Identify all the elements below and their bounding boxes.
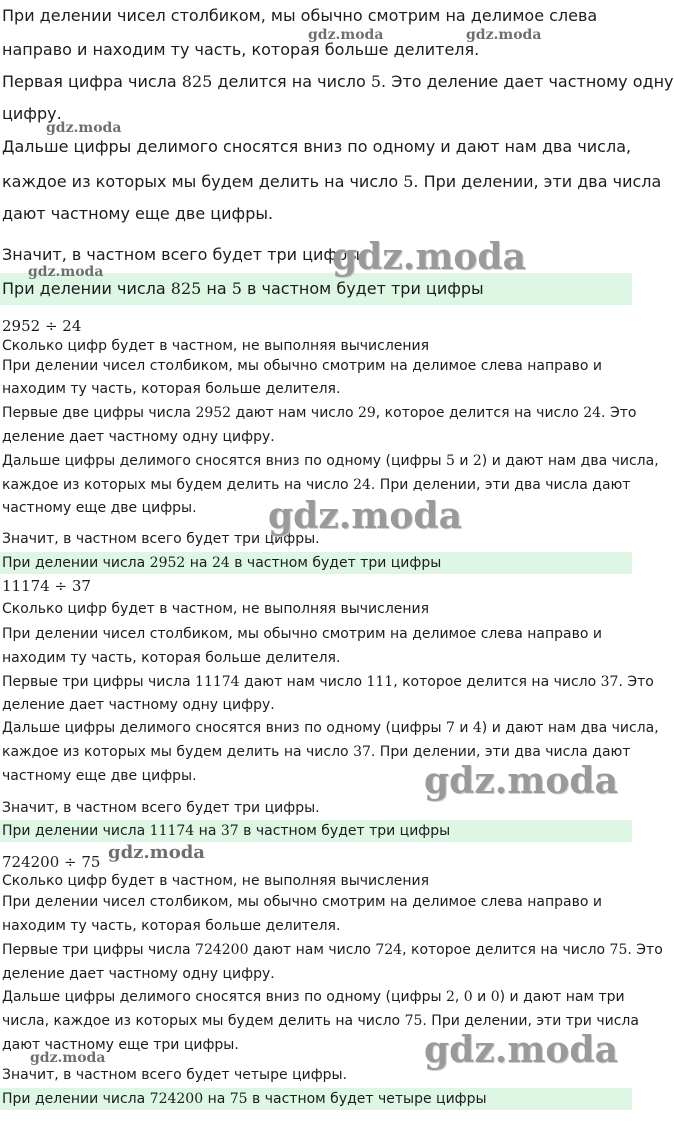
s4-expression: 724200 ÷ 75 [2, 853, 101, 871]
s2-answer: При делении числа 2952 на 24 в частном будет три цифры [0, 552, 632, 574]
watermark-logo: gdz.moda [308, 27, 384, 43]
watermark-logo: gdz.moda [268, 495, 462, 537]
s3-line-6: каждое из которых мы будем делить на число 37. При делении, эти два числа дают [2, 744, 631, 760]
s4-line-2: находим ту часть, которая больше делителя. [2, 918, 341, 934]
s3-line-2: находим ту часть, которая больше делителя. [2, 650, 341, 666]
s1-line-3: Первая цифра числа 825 делится на число 5. Это деление дает частному одну [2, 72, 674, 91]
s3-line-1: При делении чисел столбиком, мы обычно смотрим на делимое слева направо и [2, 626, 602, 642]
s4-line-8: Значит, в частном всего будет четыре цифры. [2, 1067, 348, 1083]
s3-line-3: Первые три цифры числа 11174 дают нам число 111, которое делится на число 37. Это [2, 674, 654, 690]
s4-title: Сколько цифр будет в частном, не выполняя вычисления [2, 873, 430, 889]
watermark-logo: gdz.moda [424, 760, 618, 802]
watermark-logo: gdz.moda [466, 27, 542, 43]
s1-line-2: направо и находим ту часть, которая больше делителя. [2, 40, 480, 59]
s1-line-5: Дальше цифры делимого сносятся вниз по одному и дают нам два числа, [2, 137, 632, 156]
s4-line-1: При делении чисел столбиком, мы обычно смотрим на делимое слева направо и [2, 894, 602, 910]
watermark-logo: gdz.moda [332, 236, 526, 278]
s2-line-5: Дальше цифры делимого сносятся вниз по одному (цифры 5 и 2) и дают нам два числа, [2, 453, 659, 469]
watermark-logo: gdz.moda [46, 120, 122, 136]
watermark-logo: gdz.moda [424, 1029, 618, 1071]
watermark-logo: gdz.moda [30, 1050, 106, 1066]
s4-line-4: деление дает частному одну цифру. [2, 966, 275, 982]
s3-line-4: деление дает частному одну цифру. [2, 697, 275, 713]
s3-line-7: частному еще две цифры. [2, 768, 197, 784]
s1-line-6: каждое из которых мы будем делить на число 5. При делении, эти два числа [2, 172, 662, 191]
s2-line-4: деление дает частному одну цифру. [2, 429, 275, 445]
s2-expression: 2952 ÷ 24 [2, 317, 82, 335]
watermark-logo: gdz.moda [28, 264, 104, 280]
s1-line-8: Значит, в частном всего будет три цифры. [2, 245, 365, 264]
s2-line-2: находим ту часть, которая больше делителя. [2, 381, 341, 397]
s1-line-1: При делении чисел столбиком, мы обычно смотрим на делимое слева [2, 6, 598, 25]
s4-line-7: дают частному еще три цифры. [2, 1037, 239, 1053]
s1-answer: При делении числа 825 на 5 в частном будет три цифры [0, 273, 632, 305]
s2-line-8: Значит, в частном всего будет три цифры. [2, 531, 320, 547]
s2-line-6: каждое из которых мы будем делить на число 24. При делении, эти два числа дают [2, 477, 631, 493]
s2-line-7: частному еще две цифры. [2, 500, 197, 516]
s3-line-8: Значит, в частном всего будет три цифры. [2, 800, 320, 816]
s4-line-3: Первые три цифры числа 724200 дают нам число 724, которое делится на число 75. Это [2, 942, 663, 958]
s1-line-4: цифру. [2, 104, 62, 123]
s3-line-5: Дальше цифры делимого сносятся вниз по одному (цифры 7 и 4) и дают нам два числа, [2, 720, 659, 736]
s1-line-7: дают частному еще две цифры. [2, 204, 274, 223]
s3-title: Сколько цифр будет в частном, не выполняя вычисления [2, 601, 430, 617]
s2-line-1: При делении чисел столбиком, мы обычно смотрим на делимое слева направо и [2, 358, 602, 374]
s3-answer: При делении числа 11174 на 37 в частном будет три цифры [0, 820, 632, 842]
s2-title: Сколько цифр будет в частном, не выполняя вычисления [2, 338, 430, 354]
s4-line-5: Дальше цифры делимого сносятся вниз по одному (цифры 2, 0 и 0) и дают нам три [2, 989, 625, 1005]
s4-answer: При делении числа 724200 на 75 в частном будет четыре цифры [0, 1088, 632, 1110]
s3-expression: 11174 ÷ 37 [2, 577, 91, 595]
watermark-logo: gdz.moda [108, 842, 205, 863]
s4-line-6: числа, каждое из которых мы будем делить на число 75. При делении, эти три числа [2, 1013, 639, 1029]
s2-line-3: Первые две цифры числа 2952 дают нам число 29, которое делится на число 24. Это [2, 405, 637, 421]
